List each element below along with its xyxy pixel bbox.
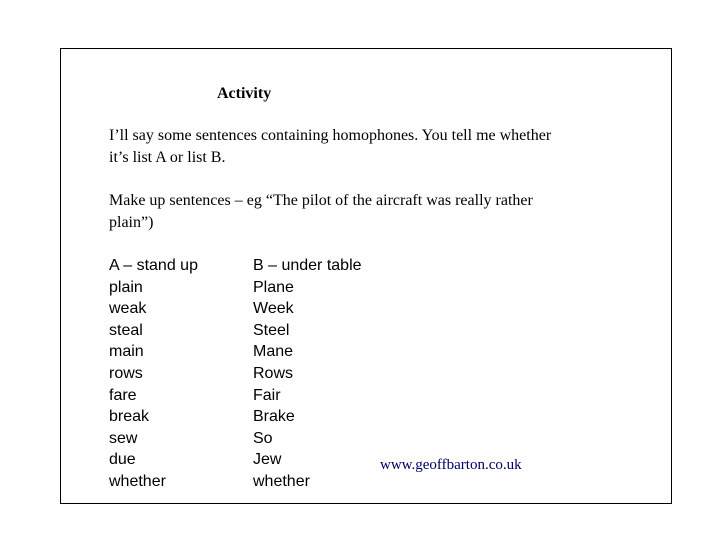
instruction-paragraph-2 [109, 190, 649, 234]
activity-heading: Activity [217, 85, 272, 102]
list-item: weak [109, 300, 147, 318]
instruction-line-4: plain”) [109, 214, 154, 231]
list-item: break [109, 408, 150, 426]
list-a [109, 255, 198, 493]
list-item: fare [109, 386, 137, 404]
instruction-line-1: I’ll say some sentences containing homophones. You tell me whether [109, 127, 552, 144]
list-item: Brake [253, 408, 295, 426]
instruction-line-3: Make up sentences – eg “The pilot of the aircraft was really rather [109, 192, 533, 209]
list-item: whether [253, 472, 310, 490]
instruction-line-2: it’s list A or list B. [109, 149, 226, 166]
website-credit: www.geoffbarton.co.uk [380, 457, 522, 473]
list-item: rows [109, 364, 143, 382]
list-item: due [109, 451, 136, 469]
list-item: Jew [253, 451, 282, 469]
instruction-paragraph-1 [109, 125, 649, 169]
list-item: Steel [253, 321, 290, 339]
list-item: whether [109, 472, 166, 490]
list-item: Week [253, 300, 294, 318]
list-item: steal [109, 321, 143, 339]
list-b [253, 255, 362, 493]
list-item: sew [109, 429, 138, 447]
list-item: Fair [253, 386, 281, 404]
list-item: So [253, 429, 273, 447]
list-item: main [109, 343, 144, 361]
list-a-header: A – stand up [109, 257, 198, 274]
list-item: Plane [253, 278, 294, 296]
list-item: Rows [253, 364, 294, 382]
list-item: plain [109, 278, 143, 296]
list-item: Mane [253, 343, 294, 361]
list-b-header: B – under table [253, 257, 362, 274]
